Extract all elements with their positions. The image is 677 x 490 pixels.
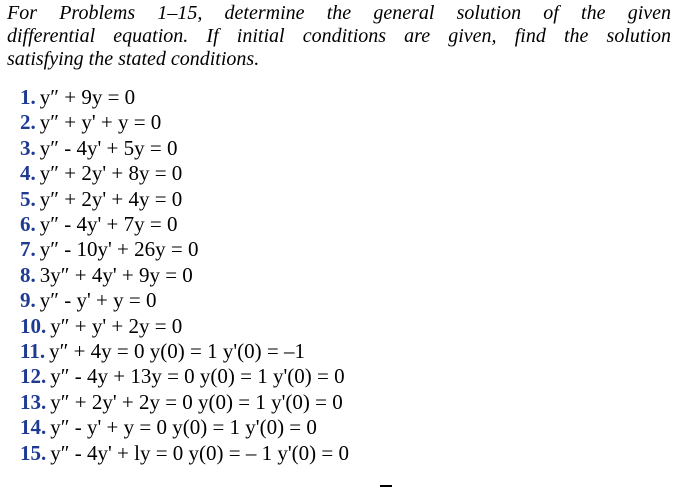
problem-item — [20, 263, 349, 288]
problem-equation: y″ - y' + y = 0 — [39, 288, 157, 313]
problem-number: 8. — [20, 262, 36, 287]
problem-equation: y″ + 9y = 0 — [39, 85, 136, 109]
instructions-paragraph — [7, 2, 671, 71]
problem-number: 10. — [20, 313, 47, 338]
problem-list — [20, 85, 349, 466]
problem-equation: 3y″ + 4y' + 9y = 0 — [39, 262, 193, 287]
problem-item — [20, 136, 349, 161]
problem-equation: y″ - 4y' + 5y = 0 — [39, 135, 178, 160]
problem-item — [20, 288, 349, 313]
problem-number: 11. — [20, 339, 46, 364]
problem-equation: y″ + 2y' + 4y = 0 — [39, 186, 183, 211]
problem-number: 5. — [20, 186, 36, 211]
problem-item — [20, 339, 349, 364]
problem-item — [20, 390, 349, 415]
problem-equation: y″ - 4y + 13y = 0 y(0) = 1 y'(0) = 0 — [50, 364, 345, 389]
instructions-line-2: differential equation. If initial conditions are given, find the solution — [7, 25, 671, 47]
problem-equation: y″ - y' + y = 0 y(0) = 1 y'(0) = 0 — [50, 415, 317, 440]
problem-item — [20, 415, 349, 440]
problem-number: 14. — [20, 415, 47, 440]
problem-number: 13. — [20, 389, 47, 414]
problem-equation: y″ - 10y' + 26y = 0 — [39, 237, 199, 262]
problem-equation: y″ - 4y' + 7y = 0 — [39, 212, 178, 237]
instructions-line-1: For Problems 1–15, determine the general solution of the given — [7, 2, 671, 24]
problem-item — [20, 110, 349, 135]
problem-equation: y″ + 2y' + 8y = 0 — [39, 161, 183, 186]
problem-item — [20, 212, 349, 237]
problem-item — [20, 161, 349, 186]
problem-number: 6. — [20, 212, 36, 237]
problem-equation: y″ + y' + y = 0 — [39, 110, 162, 135]
instructions-line-3: satisfying the stated conditions. — [7, 48, 260, 70]
problem-number: 3. — [20, 135, 36, 160]
problem-number: 2. — [20, 110, 36, 135]
problem-item — [20, 85, 349, 110]
problem-item — [20, 364, 349, 389]
problem-number: 1. — [20, 85, 36, 109]
problem-number: 12. — [20, 364, 47, 389]
problem-equation: y″ + 2y' + 2y = 0 y(0) = 1 y'(0) = 0 — [50, 389, 343, 414]
problem-item — [20, 314, 349, 339]
problem-equation: y″ + y' + 2y = 0 — [50, 313, 183, 338]
problem-item — [20, 187, 349, 212]
problem-item — [20, 237, 349, 262]
problem-number: 15. — [20, 440, 47, 465]
problem-item — [20, 441, 349, 466]
decorative-mark — [380, 485, 392, 487]
problem-equation: y″ - 4y' + ly = 0 y(0) = – 1 y'(0) = 0 — [50, 440, 349, 465]
problem-number: 4. — [20, 161, 36, 186]
problem-number: 9. — [20, 288, 36, 313]
problem-number: 7. — [20, 237, 36, 262]
problem-equation: y″ + 4y = 0 y(0) = 1 y'(0) = –1 — [49, 339, 305, 364]
